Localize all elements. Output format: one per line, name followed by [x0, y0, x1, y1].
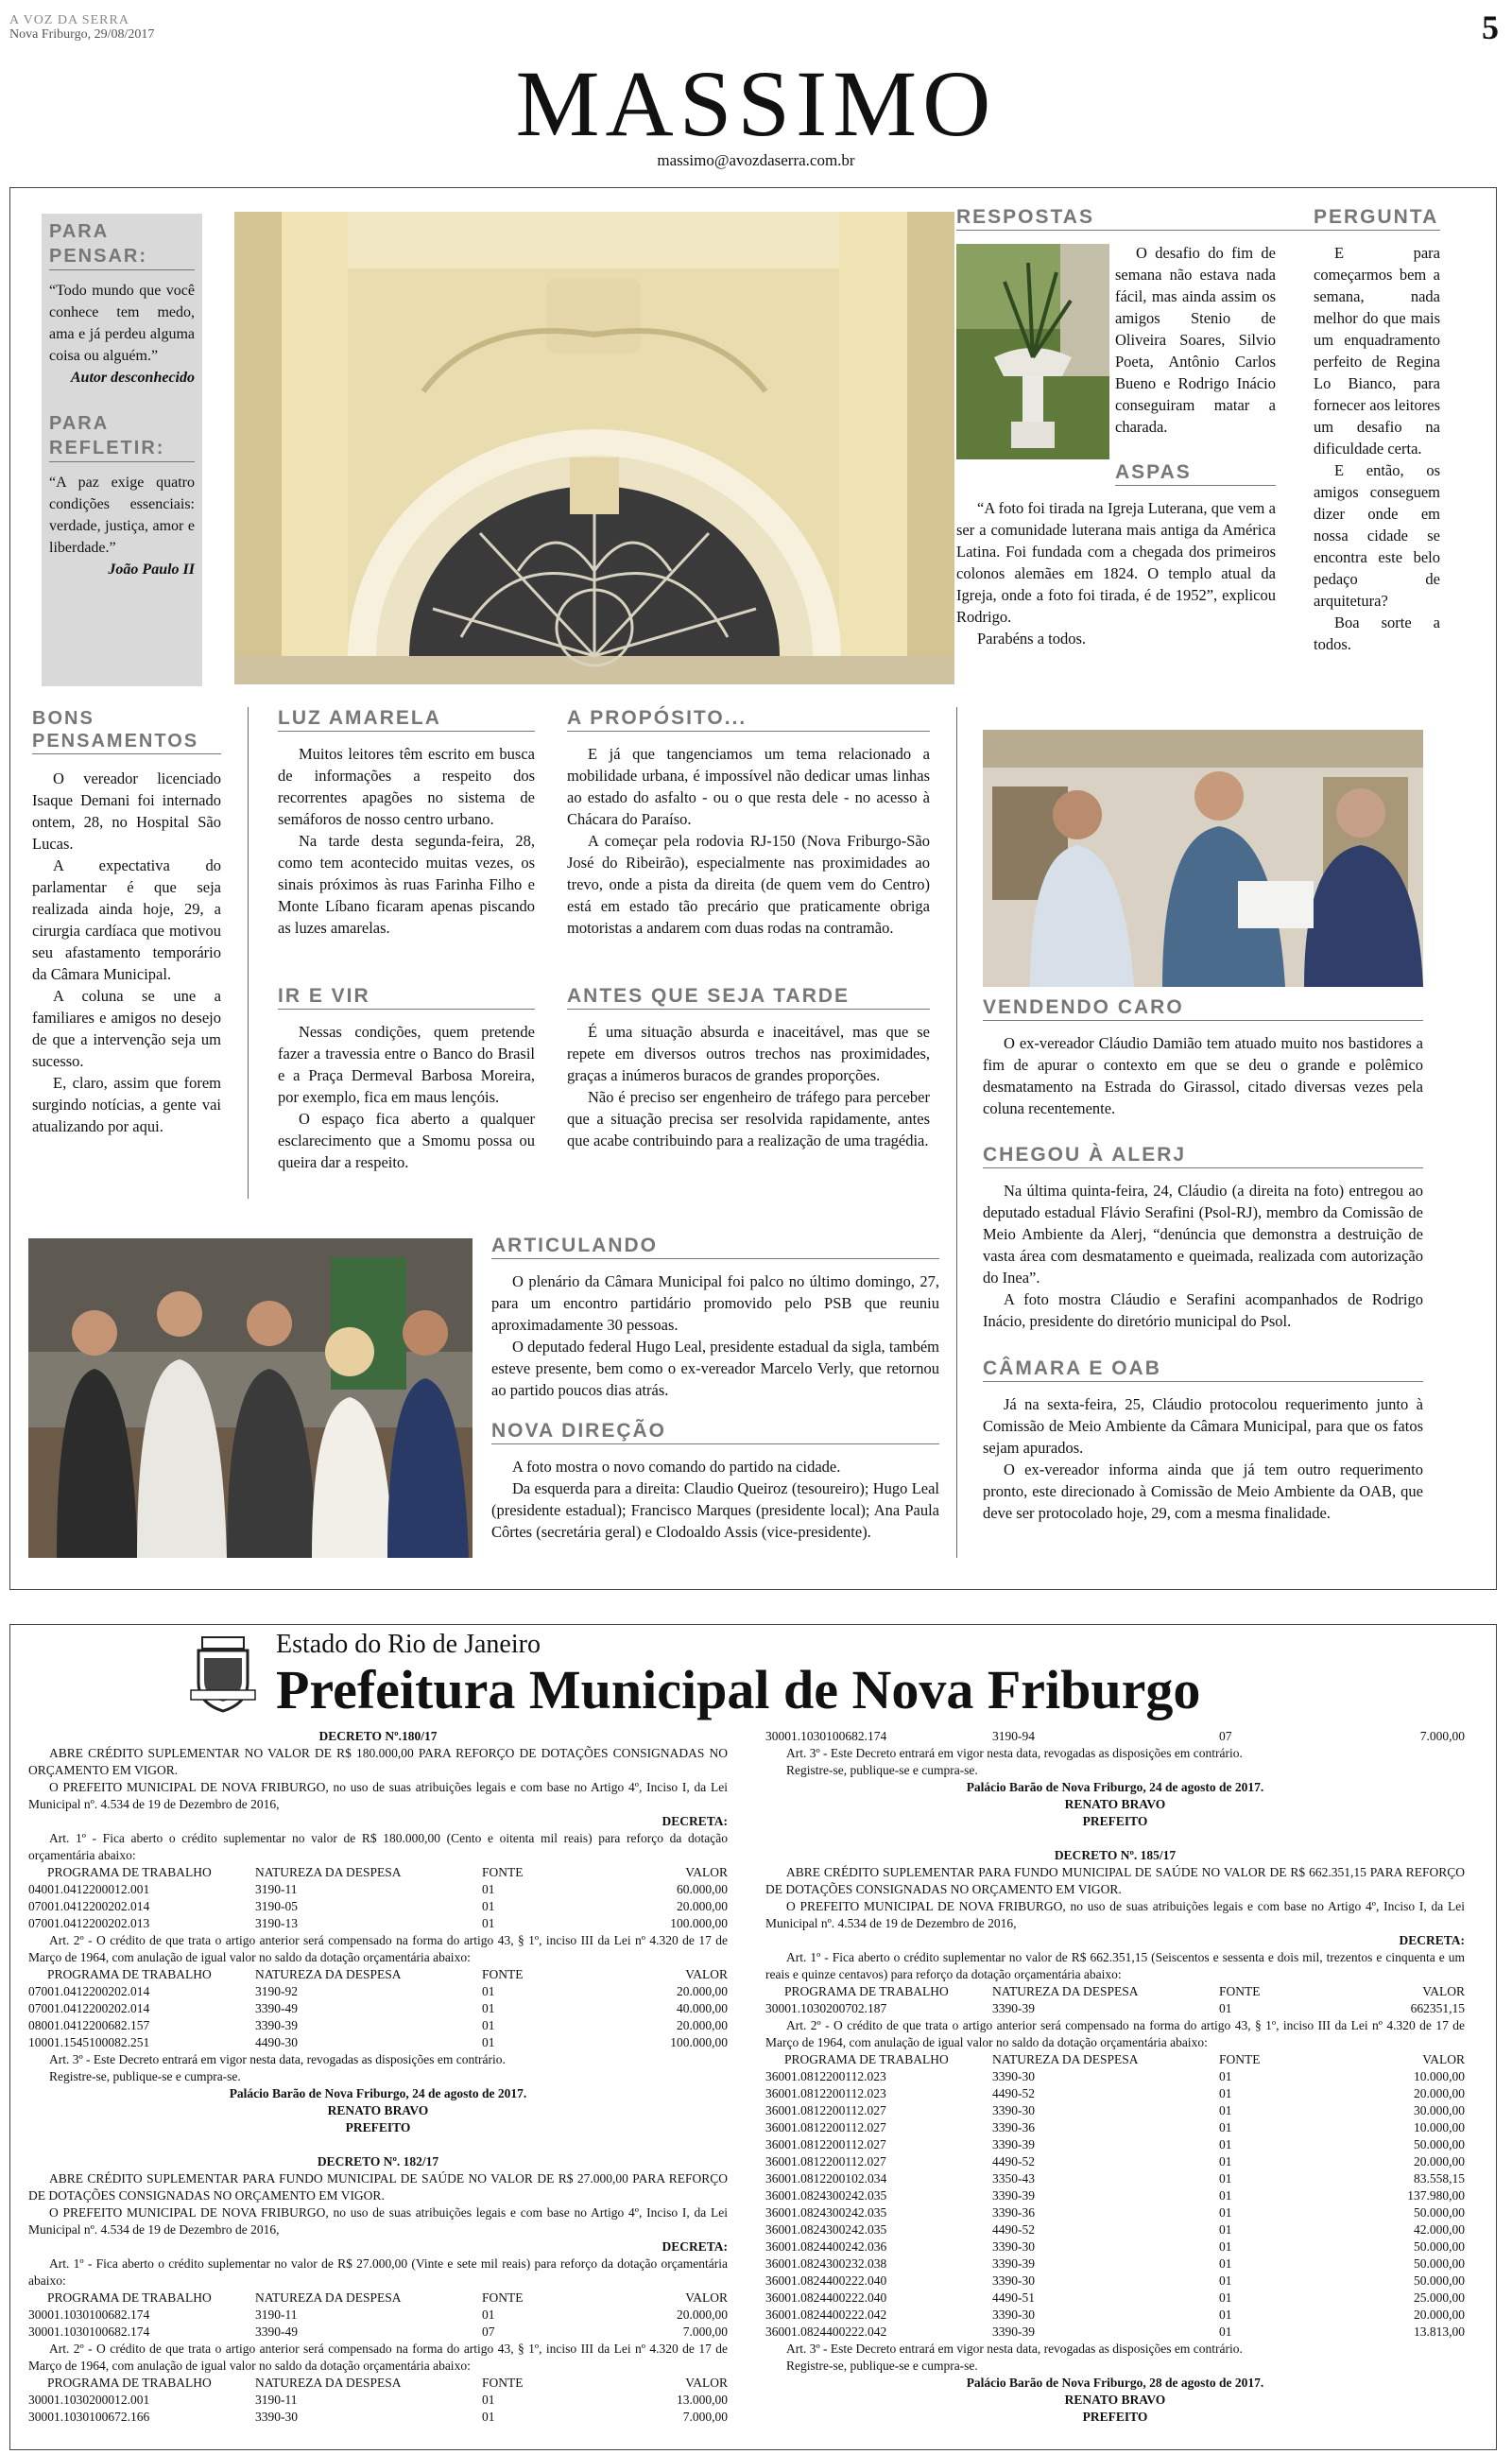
paper-name: A VOZ DA SERRA [9, 13, 129, 27]
antes-p2: Não é preciso ser engenheiro de tráfego para perceber que a situação precisa ser resolvida rapidamente, antes que acabe contribuindo para a realização de uma tragédia. [567, 1088, 930, 1149]
table-row [28, 1915, 728, 1932]
antes-que-text [567, 1021, 930, 1151]
cell: 07001.0412200202.014 [28, 2001, 150, 2015]
cell: 01 [1219, 2069, 1232, 2083]
luz-p2: Na tarde desta segunda-feira, 28, como tem acontecido muitas vezes, os sinais próximos às ruas Farinha Filho e Monte Líbano ficaram apenas piscando as luzes amarelas. [278, 832, 535, 937]
d182-role: PREFEITO [1082, 1814, 1148, 1828]
camara-p1: Já na sexta-feira, 25, Cláudio protocolou requerimento junto à Comissão de Meio Ambiente da Câmara Municipal, para que os fatos sejam apurados. [983, 1395, 1423, 1457]
a-proposito-title: A PROPÓSITO... [567, 707, 930, 732]
cell: 07 [1219, 1729, 1232, 1743]
table-row [28, 2324, 728, 2341]
cell: 36001.0824400222.042 [765, 2307, 887, 2322]
d180-art2: Art. 2º - O crédito de que trata o artigo anterior será compensado na forma do artigo 43, § 1º, inciso III da Lei nº 4.320 de 17 de Março de 1964, com anulação de igual valor no saldo da dotação orçamentária abaixo: [28, 1933, 728, 1964]
cell: 3390-30 [992, 2307, 1035, 2322]
d185-registre: Registre-se, publique-se e cumpra-se. [786, 2359, 978, 2373]
d185-table2 [765, 2051, 1465, 2341]
cell: 01 [482, 1899, 495, 1913]
d182-ementa: ABRE CRÉDITO SUPLEMENTAR PARA FUNDO MUNICIPAL DE SAÚDE NO VALOR DE R$ 27.000,00 PARA REFORÇO DE DOTAÇÕES CONSIGNADAS NO ORÇAMENTO EM VIGOR. [28, 2171, 728, 2203]
decree-right-column [765, 1728, 1465, 2426]
cell: 3390-36 [992, 2205, 1035, 2220]
d182-palacio: Palácio Barão de Nova Friburgo, 24 de agosto de 2017. [966, 1780, 1264, 1794]
ir-e-vir-text [278, 1021, 535, 1173]
col-header: PROGRAMA DE TRABALHO [47, 1865, 212, 1879]
cell: 662351,15 [1410, 2001, 1465, 2015]
cell: 01 [482, 2410, 495, 2424]
cell: 3390-39 [992, 2256, 1035, 2271]
table-row [765, 2255, 1465, 2273]
d182-registre: Registre-se, publique-se e cumpra-se. [786, 1763, 978, 1777]
table-row [765, 2273, 1465, 2290]
vendendo-caro-text [983, 1032, 1423, 1119]
aprop-p1: E já que tangenciamos um tema relacionado a mobilidade urbana, é impossível não dedicar umas linhas ao estado do asfalto - ou o que resta dele - no acesso à Chácara do Paraíso. [567, 745, 930, 828]
para-refletir-title: PARA REFLETIR: [49, 411, 195, 462]
cell: 36001.0824300232.038 [765, 2256, 887, 2271]
cell: 3190-11 [255, 2393, 298, 2407]
col-header: VALOR [1422, 2052, 1465, 2066]
cell: 3390-39 [992, 2001, 1035, 2015]
city-coat-of-arms-icon [189, 1633, 257, 1713]
table-row [765, 2085, 1465, 2102]
cell: 36001.0812200102.034 [765, 2171, 887, 2186]
col-header: FONTE [1219, 2052, 1261, 2066]
chegou-p1: Na última quinta-feira, 24, Cláudio (a direita na foto) entregou ao deputado estadual Flávio Serafini (Psol-RJ), membro da Comissão de Meio Ambiente da Alerj, “denúncia que demonstra a destruição de vasta área com desmatamento e queimada, realizada com autorização do Inea”. [983, 1182, 1423, 1287]
cell: 36001.0824400242.036 [765, 2239, 887, 2254]
cell: 30001.1030100672.166 [28, 2410, 150, 2424]
table-row [765, 2102, 1465, 2119]
table-header-row [28, 1966, 728, 1983]
cell: 10.000,00 [1414, 2069, 1465, 2083]
cell: 07001.0412200202.014 [28, 1984, 150, 1998]
cell: 3390-49 [255, 2324, 298, 2339]
ir-e-vir-title: IR E VIR [278, 985, 535, 1010]
para-pensar-title: PARA PENSAR: [49, 219, 195, 270]
col-header: NATUREZA DA DESPESA [255, 1865, 402, 1879]
d180-table2 [28, 1966, 728, 2051]
table-row [765, 2068, 1465, 2085]
irvir-p1: Nessas condições, quem pretende fazer a travessia entre o Banco do Brasil e a Praça Dermeval Barbosa Moreira, por exemplo, fica em maus lençóis. [278, 1023, 535, 1106]
d180-art3: Art. 3º - Este Decreto entrará em vigor nesta data, revogadas as disposições em contrário. [49, 2052, 506, 2066]
d180-art1: Art. 1º - Fica aberto o crédito suplementar no valor de R$ 180.000,00 (Cento e oitenta mil reais) para reforço da dotação orçamentária abaixo: [28, 1831, 728, 1862]
cell: 40.000,00 [677, 2001, 728, 2015]
cell: 01 [1219, 2273, 1232, 2288]
d185-table1 [765, 1983, 1465, 2017]
cell: 3190-05 [255, 1899, 298, 1913]
pergunta-p3: Boa sorte a todos. [1314, 614, 1440, 653]
d185-palacio: Palácio Barão de Nova Friburgo, 28 de agosto de 2017. [966, 2376, 1264, 2390]
cell: 36001.0824400222.040 [765, 2273, 887, 2288]
col-header: VALOR [685, 1967, 728, 1981]
cell: 3190-94 [992, 1729, 1035, 1743]
aspas-title: ASPAS [1115, 461, 1276, 486]
cell: 7.000,00 [682, 2410, 728, 2424]
cell: 50.000,00 [1414, 2256, 1465, 2271]
table-row [28, 1983, 728, 2000]
cell: 100.000,00 [670, 2035, 728, 2049]
d185-ementa: ABRE CRÉDITO SUPLEMENTAR PARA FUNDO MUNICIPAL DE SAÚDE NO VALOR DE R$ 662.351,15 PARA REFORÇO DE DOTAÇÕES CONSIGNADAS NO ORÇAMENTO EM VIGOR. [765, 1865, 1465, 1896]
bons-p4: E, claro, assim que forem surgindo notícias, a gente vai atualizando por aqui. [32, 1074, 221, 1135]
cell: 07001.0412200202.014 [28, 1899, 150, 1913]
cell: 3390-39 [992, 2324, 1035, 2339]
alerj-photo [983, 730, 1423, 987]
cell: 13.813,00 [1414, 2324, 1465, 2339]
cell: 4490-30 [255, 2035, 298, 2049]
d182-art1: Art. 1º - Fica aberto o crédito suplementar no valor de R$ 27.000,00 (Vinte e sete mil reais) para reforço da dotação orçamentária abaixo: [28, 2256, 728, 2288]
cell: 50.000,00 [1414, 2137, 1465, 2152]
table-row [28, 1898, 728, 1915]
d185-preamble: O PREFEITO MUNICIPAL DE NOVA FRIBURGO, no uso de suas atribuições legais e com base no Artigo 4º, Inciso I, da Lei Municipal nº. 4.534 de 19 de Dezembro de 2016, [765, 1899, 1465, 1930]
bons-pensamentos-title: BONS PENSAMENTOS [32, 707, 221, 754]
cell: 01 [482, 1984, 495, 1998]
d185-signer: RENATO BRAVO [1064, 2393, 1166, 2407]
cell: 01 [1219, 2188, 1232, 2203]
cell: 01 [1219, 2120, 1232, 2134]
table-row [28, 2392, 728, 2409]
col-header: FONTE [482, 2290, 524, 2305]
nova-direcao-text [491, 1456, 939, 1543]
cell: 25.000,00 [1414, 2290, 1465, 2305]
d182-cont-table [765, 1728, 1465, 1745]
cell: 3390-39 [255, 2018, 298, 2032]
cell: 30001.1030100682.174 [28, 2307, 150, 2322]
vendendo-caro-title: VENDENDO CARO [983, 996, 1423, 1021]
cell: 01 [482, 2035, 495, 2049]
bons-p2: A expectativa do parlamentar é que seja realizada ainda hoje, 29, a cirurgia cardíaca que motivou seu afastamento temporário da Câmara Municipal. [32, 856, 221, 983]
cell: 20.000,00 [1414, 2154, 1465, 2169]
respostas-paragraph: O desafio do fim de semana não estava nada fácil, mas ainda assim os amigos Stenio de Oliveira Soares, Silvio Poeta, Antônio Carlos Bueno e Rodrigo Inácio conseguiram matar a charada. [1115, 244, 1276, 436]
camara-oab-title: CÂMARA E OAB [983, 1357, 1423, 1382]
d180-title: DECRETO Nº.180/17 [318, 1729, 438, 1743]
cell: 04001.0412200012.001 [28, 1882, 150, 1896]
cell: 3390-30 [992, 2239, 1035, 2254]
table-row [765, 1728, 1465, 1745]
d185-role: PREFEITO [1082, 2410, 1148, 2424]
cell: 01 [1219, 2239, 1232, 2254]
articulando-title: ARTICULANDO [491, 1235, 939, 1259]
col-header: PROGRAMA DE TRABALHO [784, 2052, 949, 2066]
cell: 3190-92 [255, 1984, 298, 1998]
cell: 01 [1219, 2205, 1232, 2220]
cell: 30.000,00 [1414, 2103, 1465, 2117]
col-header: PROGRAMA DE TRABALHO [47, 2376, 212, 2390]
cell: 42.000,00 [1414, 2222, 1465, 2237]
table-row [28, 2034, 728, 2051]
table-row [765, 2119, 1465, 2136]
table-header-row [28, 2290, 728, 2307]
vendendo-p1: O ex-vereador Cláudio Damião tem atuado muito nos bastidores a fim de apurar o contexto em que se deu o grande e polêmico desmatamento na Estrada do Girassol, citado diversas vezes pela coluna recentemente. [983, 1034, 1423, 1117]
pergunta-p1: E para começarmos bem a semana, nada melhor do que mais um enquadramento perfeito de Regina Lo Bianco, para fornecer aos leitores um desafio na dificuldade certa. [1314, 244, 1440, 458]
prefeitura-name: Prefeitura Municipal de Nova Friburgo [276, 1659, 1201, 1720]
cell: 20.000,00 [677, 1899, 728, 1913]
cell: 50.000,00 [1414, 2273, 1465, 2288]
cell: 30001.1030100682.174 [28, 2324, 150, 2339]
table-row [765, 2324, 1465, 2341]
d182-table2 [28, 2375, 728, 2426]
cell: 3390-30 [992, 2273, 1035, 2288]
cell: 30001.1030200012.001 [28, 2393, 150, 2407]
antes-que-title: ANTES QUE SEJA TARDE [567, 985, 930, 1010]
cell: 60.000,00 [677, 1882, 728, 1896]
cell: 36001.0812200112.027 [765, 2103, 886, 2117]
cell: 3390-49 [255, 2001, 298, 2015]
respostas-text [1115, 242, 1276, 438]
table-row [765, 2238, 1465, 2255]
table-row [765, 2170, 1465, 2187]
cell: 01 [482, 2393, 495, 2407]
d182-art2: Art. 2º - O crédito de que trata o artigo anterior será compensado na forma do artigo 43, § 1º, inciso III da Lei nº 4.320 de 17 de Março de 1964, com anulação de igual valor no saldo da dotação orçamentária abaixo: [28, 2342, 728, 2373]
cell: 20.000,00 [1414, 2086, 1465, 2100]
cell: 4490-52 [992, 2222, 1035, 2237]
architecture-photo [234, 212, 954, 684]
cell: 4490-52 [992, 2154, 1035, 2169]
cell: 3190-11 [255, 2307, 298, 2322]
pergunta-text [1314, 242, 1440, 655]
d182-signer: RENATO BRAVO [1064, 1797, 1166, 1811]
d180-decreta: DECRETA: [662, 1814, 728, 1828]
cell: 13.000,00 [677, 2393, 728, 2407]
cell: 01 [1219, 2154, 1232, 2169]
col-header: VALOR [1422, 1984, 1465, 1998]
table-header-row [28, 1864, 728, 1881]
d180-registre: Registre-se, publique-se e cumpra-se. [49, 2069, 241, 2083]
chegou-alerj-text [983, 1180, 1423, 1332]
cell: 3390-39 [992, 2137, 1035, 2152]
cell: 20.000,00 [1414, 2307, 1465, 2322]
nova-p1: A foto mostra o novo comando do partido na cidade. [512, 1458, 841, 1476]
articulando-text [491, 1270, 939, 1401]
table-header-row [765, 1983, 1465, 2000]
para-refletir-author: João Paulo II [108, 562, 195, 578]
divider [248, 707, 249, 1199]
d185-art1: Art. 1º - Fica aberto o crédito suplementar no valor de R$ 662.351,15 (Seiscentos e sessenta e dois mil, trezentos e cinquenta e um reais e quinze centavos) para reforço da dotação orçamentária abaixo: [765, 1950, 1465, 1981]
cell: 01 [1219, 2290, 1232, 2305]
cell: 07 [482, 2324, 495, 2339]
divider [956, 707, 957, 1558]
cell: 01 [482, 2018, 495, 2032]
col-header: NATUREZA DA DESPESA [255, 2376, 402, 2390]
cell: 08001.0412200682.157 [28, 2018, 150, 2032]
pergunta-p2: E então, os amigos conseguem dizer onde em nossa cidade se encontra este belo pedaço de arquitetura? [1314, 461, 1440, 610]
respostas-title: RESPOSTAS [956, 206, 1325, 231]
col-header: FONTE [482, 2376, 524, 2390]
cell: 3390-36 [992, 2120, 1035, 2134]
col-header: PROGRAMA DE TRABALHO [47, 1967, 212, 1981]
table-header-row [765, 2051, 1465, 2068]
para-refletir-quote: “A paz exige quatro condições essenciais: verdade, justiça, amor e liberdade.” [49, 475, 195, 556]
luz-p1: Muitos leitores têm escrito em busca de informações a respeito dos recorrentes apagões no sistema de semáforos de nosso centro urbano. [278, 745, 535, 828]
cell: 3390-30 [255, 2410, 298, 2424]
articulando-p2: O deputado federal Hugo Leal, presidente estadual da sigla, também esteve presente, bem como o ex-vereador Marcelo Verly, que retornou ao partido poucos dias atrás. [491, 1338, 939, 1399]
cell: 20.000,00 [677, 2018, 728, 2032]
cell: 3190-13 [255, 1916, 298, 1930]
cell: 3390-30 [992, 2103, 1035, 2117]
cell: 10.000,00 [1414, 2120, 1465, 2134]
cell: 01 [1219, 2086, 1232, 2100]
table-row [28, 2017, 728, 2034]
cell: 01 [1219, 2324, 1232, 2339]
table-row [28, 2307, 728, 2324]
nova-p2: Da esquerda para a direita: Claudio Queiroz (tesoureiro); Hugo Leal (presidente estadual); Francisco Marques (presidente local); Ana Paula Côrtes (secretária geral) e Clodoaldo Assis (vice-presidente). [491, 1479, 939, 1541]
cell: 36001.0824400222.042 [765, 2324, 887, 2339]
cell: 36001.0824300242.035 [765, 2205, 887, 2220]
cell: 4490-51 [992, 2290, 1035, 2305]
pergunta-title: PERGUNTA [1314, 206, 1440, 231]
d182-table1 [28, 2290, 728, 2341]
cell: 07001.0412200202.013 [28, 1916, 150, 1930]
luz-amarela-text [278, 743, 535, 939]
cell: 83.558,15 [1414, 2171, 1465, 2186]
bons-p1: O vereador licenciado Isaque Demani foi internado ontem, 28, no Hospital São Lucas. [32, 769, 221, 853]
aspas-text [956, 497, 1276, 649]
camara-oab-text [983, 1393, 1423, 1524]
d182-art3: Art. 3º - Este Decreto entrará em vigor nesta data, revogadas as disposições em contrário. [786, 1746, 1243, 1760]
cell: 10001.1545100082.251 [28, 2035, 150, 2049]
camara-p2: O ex-vereador informa ainda que já tem outro requerimento pronto, este direcionado à Comissão de Meio Ambiente da OAB, que deve ser protocolado hoje, 29, com a mesma finalidade. [983, 1460, 1423, 1522]
cell: 50.000,00 [1414, 2239, 1465, 2254]
d185-art2: Art. 2º - O crédito de que trata o artigo anterior será compensado na forma do artigo 43, § 1º, inciso III da Lei nº 4.320 de 17 de Março de 1964, com anulação de igual valor no saldo da dotação orçamentária abaixo: [765, 2018, 1465, 2049]
d182-preamble: O PREFEITO MUNICIPAL DE NOVA FRIBURGO, no uso de suas atribuições legais e com base no Artigo 4º, Inciso I, da Lei Municipal nº. 4.534 de 19 de Dezembro de 2016, [28, 2205, 728, 2237]
d185-art3: Art. 3º - Este Decreto entrará em vigor nesta data, revogadas as disposições em contrário. [786, 2342, 1243, 2356]
cell: 3350-43 [992, 2171, 1035, 2186]
d180-preamble: O PREFEITO MUNICIPAL DE NOVA FRIBURGO, no uso de suas atribuições legais e com base no Artigo 4º, Inciso I, da Lei Municipal nº. 4.534 de 19 de Dezembro de 2016, [28, 1780, 728, 1811]
cell: 36001.0824300242.035 [765, 2222, 887, 2237]
cell: 20.000,00 [677, 2307, 728, 2322]
table-row [765, 2221, 1465, 2238]
aprop-p2: A começar pela rodovia RJ-150 (Nova Friburgo-São José do Ribeirão), especialmente nas proximidades ao trevo, onde a pista da direita (de quem vem do Centro) está em estado tão precário que praticamente obriga motoristas a andarem com duas rodas na contramão. [567, 832, 930, 937]
table-row [765, 2187, 1465, 2204]
col-header: FONTE [482, 1865, 524, 1879]
cell: 01 [1219, 2137, 1232, 2152]
cell: 01 [1219, 2222, 1232, 2237]
cell: 30001.1030200702.187 [765, 2001, 887, 2015]
cell: 36001.0812200112.027 [765, 2154, 886, 2169]
para-pensar-author: Autor desconhecido [70, 370, 195, 386]
decree-left-column [28, 1728, 728, 2426]
chegou-p2: A foto mostra Cláudio e Serafini acompanhados de Rodrigo Inácio, presidente do diretório municipal do Psol. [983, 1290, 1423, 1330]
table-row [765, 2290, 1465, 2307]
cell: 7.000,00 [682, 2324, 728, 2339]
column-email[interactable]: massimo@avozdaserra.com.br [657, 151, 855, 169]
col-header: VALOR [685, 2290, 728, 2305]
cell: 30001.1030100682.174 [765, 1729, 887, 1743]
aspas-closing: Parabéns a todos. [977, 630, 1087, 648]
dateline: Nova Friburgo, 29/08/2017 [9, 27, 155, 42]
table-row [28, 1881, 728, 1898]
cell: 3390-30 [992, 2069, 1035, 2083]
column-title: MASSIMO [515, 51, 997, 156]
cell: 36001.0824400222.040 [765, 2290, 887, 2305]
cell: 01 [482, 1916, 495, 1930]
d185-decreta: DECRETA: [1399, 1933, 1465, 1947]
antes-p1: É uma situação absurda e inaceitável, mas que se repete em diversos outros trechos nas proximidades, graças a inúmeros buracos de grandes proporções. [567, 1023, 930, 1084]
table-row [765, 2000, 1465, 2017]
cell: 36001.0812200112.023 [765, 2069, 886, 2083]
cell: 01 [1219, 2307, 1232, 2322]
d182-title: DECRETO Nº. 182/17 [317, 2154, 439, 2169]
page-number: 5 [1482, 9, 1499, 46]
paper-dateline-block [9, 13, 154, 42]
psb-group-photo [28, 1238, 472, 1558]
cell: 01 [482, 2307, 495, 2322]
cell: 4490-52 [992, 2086, 1035, 2100]
cell: 01 [1219, 2001, 1232, 2015]
col-header: NATUREZA DA DESPESA [255, 2290, 402, 2305]
col-header: VALOR [685, 1865, 728, 1879]
d180-ementa: ABRE CRÉDITO SUPLEMENTAR NO VALOR DE R$ 180.000,00 PARA REFORÇO DE DOTAÇÕES CONSIGNADAS NO ORÇAMENTO EM VIGOR. [28, 1746, 728, 1777]
cell: 3190-11 [255, 1882, 298, 1896]
cell: 01 [482, 1882, 495, 1896]
cell: 01 [1219, 2256, 1232, 2271]
table-row [765, 2153, 1465, 2170]
table-row [28, 2409, 728, 2426]
col-header: NATUREZA DA DESPESA [992, 2052, 1139, 2066]
table-row [765, 2204, 1465, 2221]
cell: 100.000,00 [670, 1916, 728, 1930]
luz-amarela-title: LUZ AMARELA [278, 707, 535, 732]
state-name: Estado do Rio de Janeiro [276, 1630, 541, 1659]
col-header: PROGRAMA DE TRABALHO [784, 1984, 949, 1998]
col-header: FONTE [1219, 1984, 1261, 1998]
table-row [765, 2307, 1465, 2324]
d180-signer: RENATO BRAVO [327, 2103, 429, 2117]
chegou-alerj-title: CHEGOU À ALERJ [983, 1144, 1423, 1168]
d185-title: DECRETO Nº. 185/17 [1054, 1848, 1177, 1862]
col-header: NATUREZA DA DESPESA [992, 1984, 1139, 1998]
cell: 01 [1219, 2103, 1232, 2117]
bons-p3: A coluna se une a familiares e amigos no desejo de que a intervenção seja um sucesso. [32, 987, 221, 1070]
table-header-row [28, 2375, 728, 2392]
d180-table1 [28, 1864, 728, 1932]
cell: 7.000,00 [1419, 1729, 1465, 1743]
cell: 36001.0812200112.023 [765, 2086, 886, 2100]
cell: 01 [482, 2001, 495, 2015]
irvir-p2: O espaço fica aberto a qualquer esclarecimento que a Smomu possa ou queira dar a respeito. [278, 1110, 535, 1171]
d182-decreta: DECRETA: [662, 2239, 728, 2254]
col-header: NATUREZA DA DESPESA [255, 1967, 402, 1981]
quotes-box [42, 214, 202, 686]
a-proposito-text [567, 743, 930, 939]
col-header: PROGRAMA DE TRABALHO [47, 2290, 212, 2305]
nova-direcao-title: NOVA DIREÇÃO [491, 1420, 939, 1444]
table-row [765, 2136, 1465, 2153]
col-header: VALOR [685, 2376, 728, 2390]
cell: 36001.0812200112.027 [765, 2137, 886, 2152]
aspas-paragraph: “A foto foi tirada na Igreja Luterana, que vem a ser a comunidade luterana mais antiga da América Latina. Foi fundada com a chegada dos primeiros colonos alemães em 1824. O templo atual da Igreja, onde a foto foi tirada, é de 1952”, explicou Rodrigo. [956, 499, 1276, 626]
cell: 137.980,00 [1407, 2188, 1465, 2203]
fountain-photo [956, 244, 1109, 459]
d180-palacio: Palácio Barão de Nova Friburgo, 24 de agosto de 2017. [229, 2086, 527, 2100]
table-row [28, 2000, 728, 2017]
cell: 50.000,00 [1414, 2205, 1465, 2220]
cell: 20.000,00 [677, 1984, 728, 1998]
cell: 3390-39 [992, 2188, 1035, 2203]
cell: 36001.0812200112.027 [765, 2120, 886, 2134]
cell: 36001.0824300242.035 [765, 2188, 887, 2203]
articulando-p1: O plenário da Câmara Municipal foi palco no último domingo, 27, para um encontro partidário promovido pelo PSB que reuniu aproximadamente 30 pessoas. [491, 1272, 939, 1334]
para-pensar-quote: “Todo mundo que você conhece tem medo, ama e já perdeu alguma coisa ou alguém.” [49, 283, 195, 364]
cell: 01 [1219, 2171, 1232, 2186]
d180-role: PREFEITO [345, 2120, 411, 2134]
col-header: FONTE [482, 1967, 524, 1981]
bons-pensamentos-text [32, 768, 221, 1137]
